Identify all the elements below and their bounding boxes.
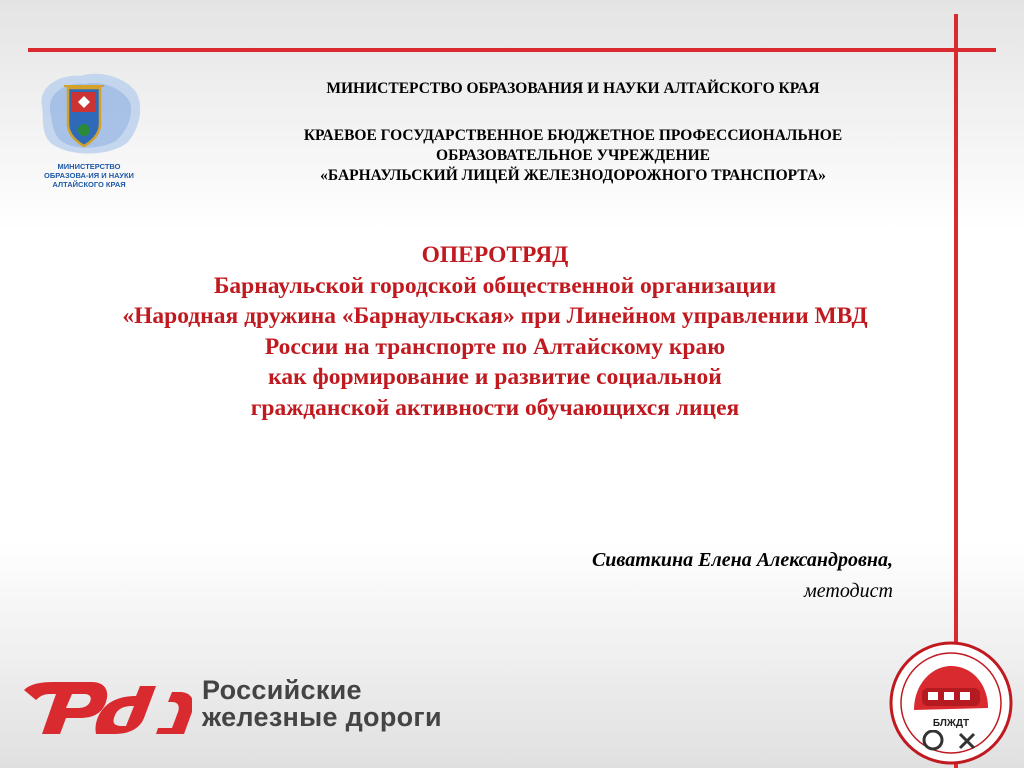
title-line-5: как формирование и развитие социальной [268,364,722,390]
header-line-4: «БАРНАУЛЬСКИЙ ЛИЦЕЙ ЖЕЛЕЗНОДОРОЖНОГО ТРАНСПОРТА» [320,167,826,184]
title-line-6: гражданской активности обучающихся лицея [250,394,740,421]
header-line-3: ОБРАЗОВАТЕЛЬНОЕ УЧРЕЖДЕНИЕ [436,147,710,164]
coat-of-arms-icon [28,66,150,162]
title-line-4: России на транспорте по Алтайскому краю [264,333,726,360]
lyceum-emblem-icon [888,640,1014,766]
author-role: методист [804,580,893,602]
title-line-1: ОПЕРОТРЯД [421,242,569,268]
title-line-2: Барнаульской городской общественной организации [213,272,777,299]
header-line-1: МИНИСТЕРСТВО ОБРАЗОВАНИЯ И НАУКИ АЛТАЙСКОГО КРАЯ [326,80,820,97]
rzd-name [202,677,442,731]
author-name: Сиваткина Елена Александровна, [591,549,893,571]
top-red-line [28,48,996,52]
rzd-line-1: Российские [202,675,362,705]
ministry-heading [200,79,946,99]
ministry-logo [28,66,150,196]
header-line-2: КРАЕВОЕ ГОСУДАРСТВЕННОЕ БЮДЖЕТНОЕ ПРОФЕССИОНАЛЬНОЕ [303,127,843,144]
slide-title [30,240,960,423]
emblem-abbr: БЛЖДТ [932,718,970,729]
rzd-line-2: железные дороги [202,702,442,732]
title-line-3: «Народная дружина «Барнаульская» при Линейном управлении МВД [122,303,868,329]
ministry-caption: МИНИСТЕРСТВО ОБРАЗОВА-ИЯ И НАУКИ АЛТАЙСКОГО КРАЯ [44,162,134,189]
rzd-logo-icon [22,672,192,736]
institution-heading [200,126,946,186]
